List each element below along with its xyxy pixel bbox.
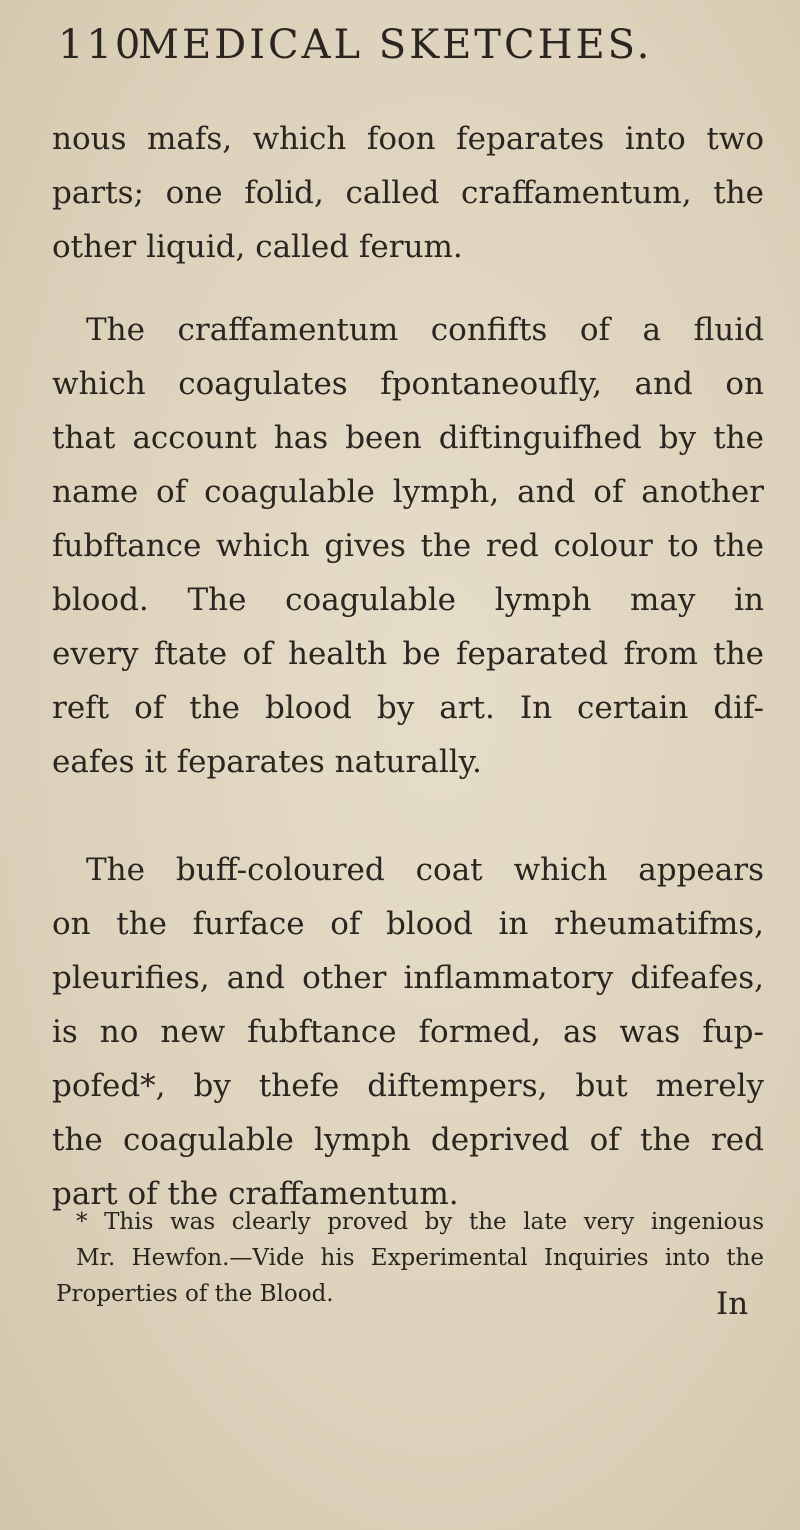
running-header: [58, 22, 758, 68]
text-line: blood. The coagulable lymph may in: [52, 582, 764, 618]
text-line: fubftance which gives the red colour to the: [52, 528, 764, 564]
text-line: name of coagulable lymph, and of another: [52, 474, 764, 510]
text-line: is no new fubftance formed, as was fup-: [52, 1014, 764, 1050]
text-line: part of the craffamentum.: [52, 1176, 459, 1212]
text-line: that account has been diftinguifhed by the: [52, 420, 764, 456]
text-line: The craffamentum confifts of a fluid: [86, 312, 764, 348]
text-line: eafes it feparates naturally.: [52, 744, 482, 780]
text-line: on the furface of blood in rheumatifms,: [52, 906, 764, 942]
paragraph-1: [52, 112, 764, 274]
text-line: other liquid, called ferum.: [52, 229, 463, 265]
footnote-line: Mr. Hewfon.—Vide his Experimental Inquiries into the: [76, 1245, 764, 1271]
text-line: every ftate of health be feparated from the: [52, 636, 764, 672]
paragraph-3: [52, 843, 764, 1221]
text-line: reft of the blood by art. In certain dif-: [52, 690, 764, 726]
text-line: The buff-coloured coat which appears: [86, 852, 764, 888]
running-title: MEDICAL SKETCHES.: [138, 22, 653, 68]
page-number: 110: [58, 22, 144, 68]
text-line: nous mafs, which foon feparates into two: [52, 121, 764, 157]
text-line: parts; one folid, called craffamentum, the: [52, 175, 764, 211]
footnote-line: Properties of the Blood.: [56, 1281, 334, 1307]
catchword: In: [716, 1286, 749, 1322]
paragraph-2: [52, 303, 764, 789]
text-line: pofed*, by thefe diftempers, but merely: [52, 1068, 764, 1104]
text-line: the coagulable lymph deprived of the red: [52, 1122, 764, 1158]
footnote: [52, 1204, 764, 1312]
text-line: pleurifies, and other inflammatory difeafes,: [52, 960, 764, 996]
footnote-line: * This was clearly proved by the late very ingenious: [76, 1209, 764, 1235]
text-line: which coagulates fpontaneoufly, and on: [52, 366, 764, 402]
